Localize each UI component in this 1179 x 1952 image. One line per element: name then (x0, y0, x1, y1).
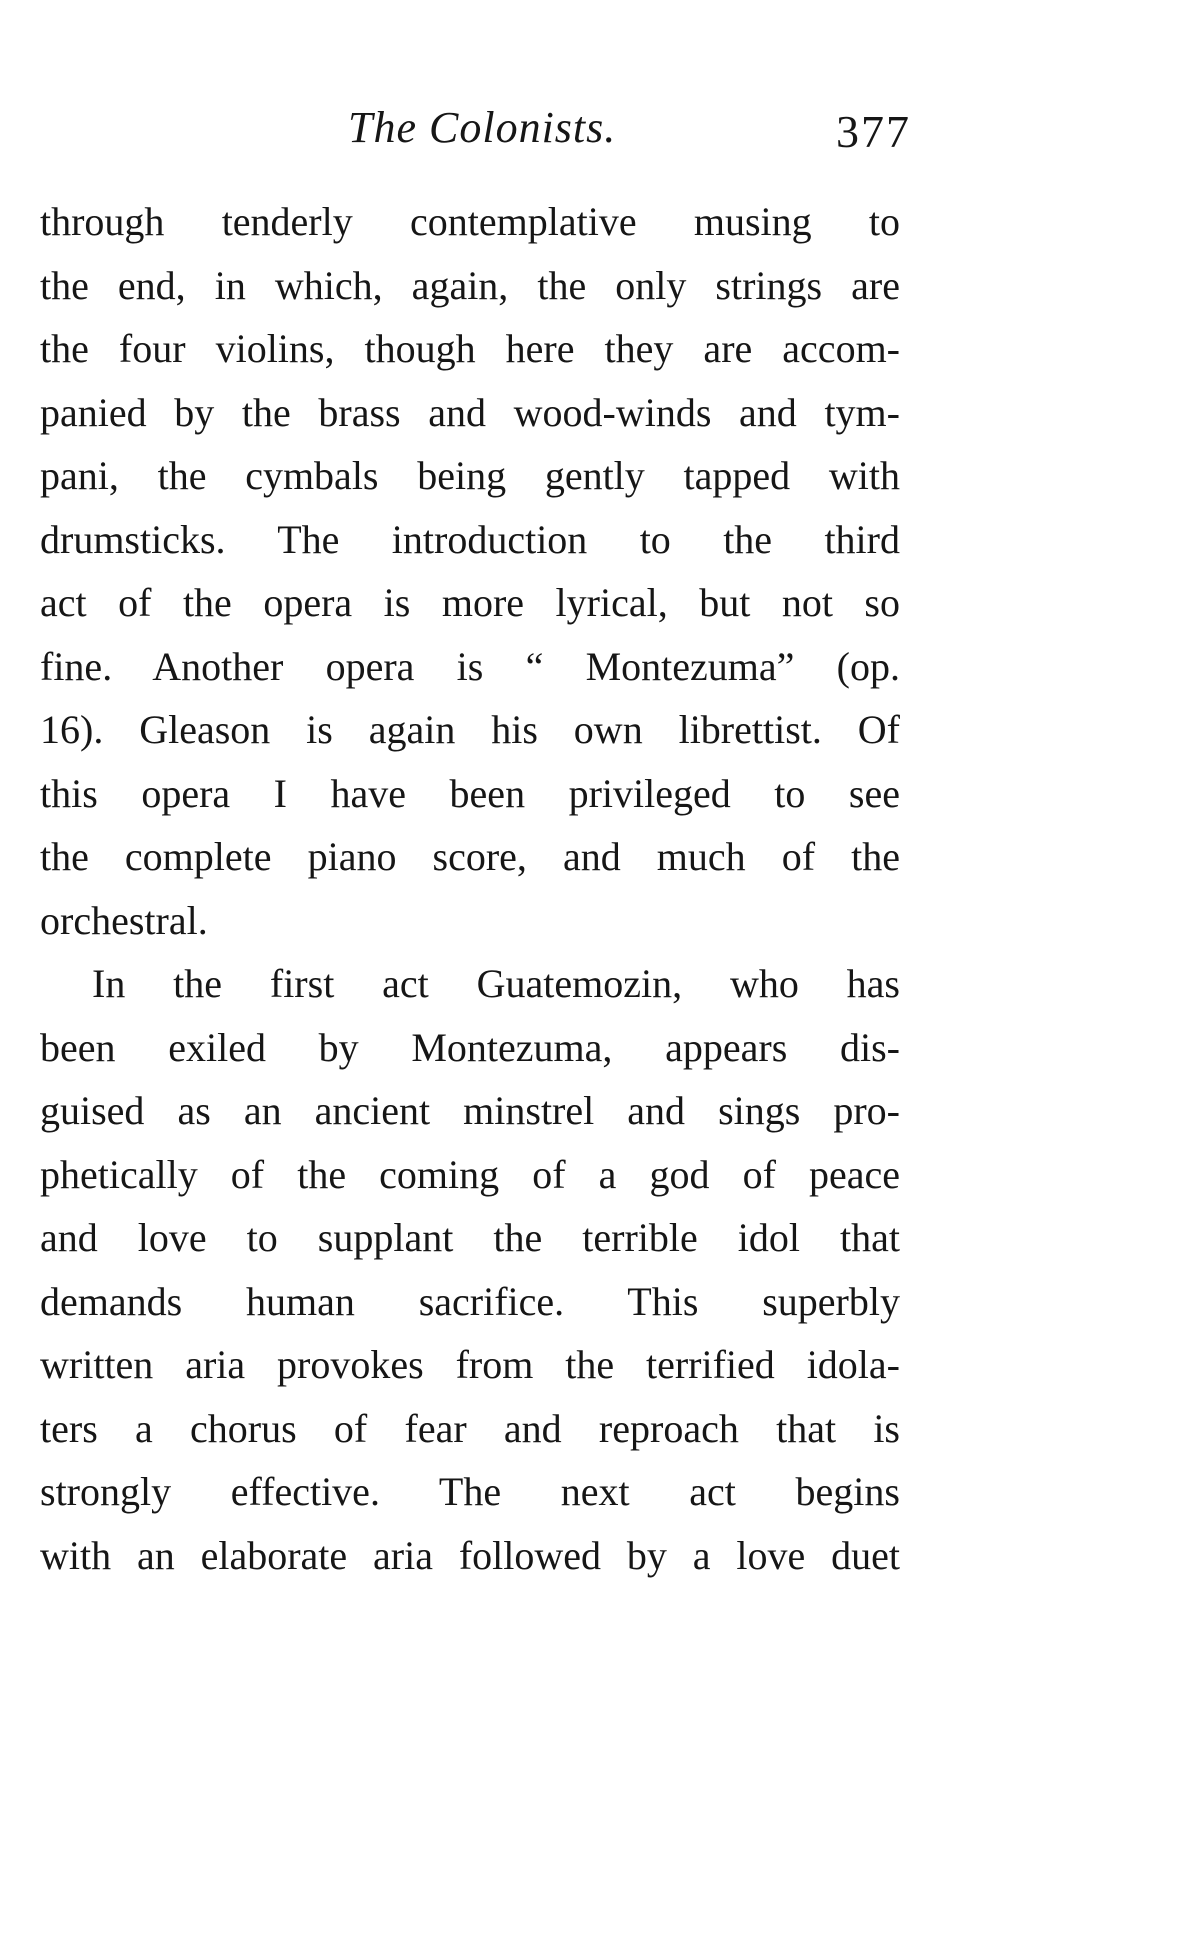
text-line: drumsticks. The introduction to the third (40, 516, 900, 562)
running-title: The Colonists. (348, 103, 617, 152)
body-text (40, 190, 900, 1587)
text-line: phetically of the coming of a god of peace (40, 1151, 900, 1197)
text-line: act of the opera is more lyrical, but not so (40, 580, 900, 625)
text-line: the four violins, though here they are accom- (40, 326, 900, 371)
text-line: written aria provokes from the terrified idola- (40, 1342, 900, 1387)
text-line: the end, in which, again, the only strings are (40, 262, 900, 308)
text-line: the complete piano score, and much of the (40, 834, 900, 879)
text-line: orchestral. (40, 897, 208, 943)
text-line: 16). Gleason is again his own librettist. Of (40, 707, 900, 752)
paragraph-1 (40, 190, 900, 952)
paragraph-2 (40, 952, 900, 1587)
text-line: and love to supplant the terrible idol that (40, 1215, 900, 1260)
text-line: pani, the cymbals being gently tapped with (40, 453, 900, 498)
text-line: guised as an ancient minstrel and sings pro- (40, 1088, 900, 1133)
page-number: 377 (836, 106, 911, 157)
text-line: In the first act Guatemozin, who has (92, 961, 900, 1006)
text-line: fine. Another opera is “ Montezuma” (op. (40, 643, 900, 689)
text-line: demands human sacrifice. This superbly (40, 1278, 900, 1324)
page-header (0, 98, 1179, 158)
text-line: strongly effective. The next act begins (40, 1469, 900, 1514)
text-line: through tenderly contemplative musing to (40, 199, 900, 244)
text-line: been exiled by Montezuma, appears dis- (40, 1024, 900, 1070)
text-line: panied by the brass and wood-winds and tym- (40, 389, 900, 435)
text-line: with an elaborate aria followed by a love duet (40, 1532, 900, 1578)
text-line: ters a chorus of fear and reproach that is (40, 1405, 900, 1451)
text-line: this opera I have been privileged to see (40, 770, 900, 816)
